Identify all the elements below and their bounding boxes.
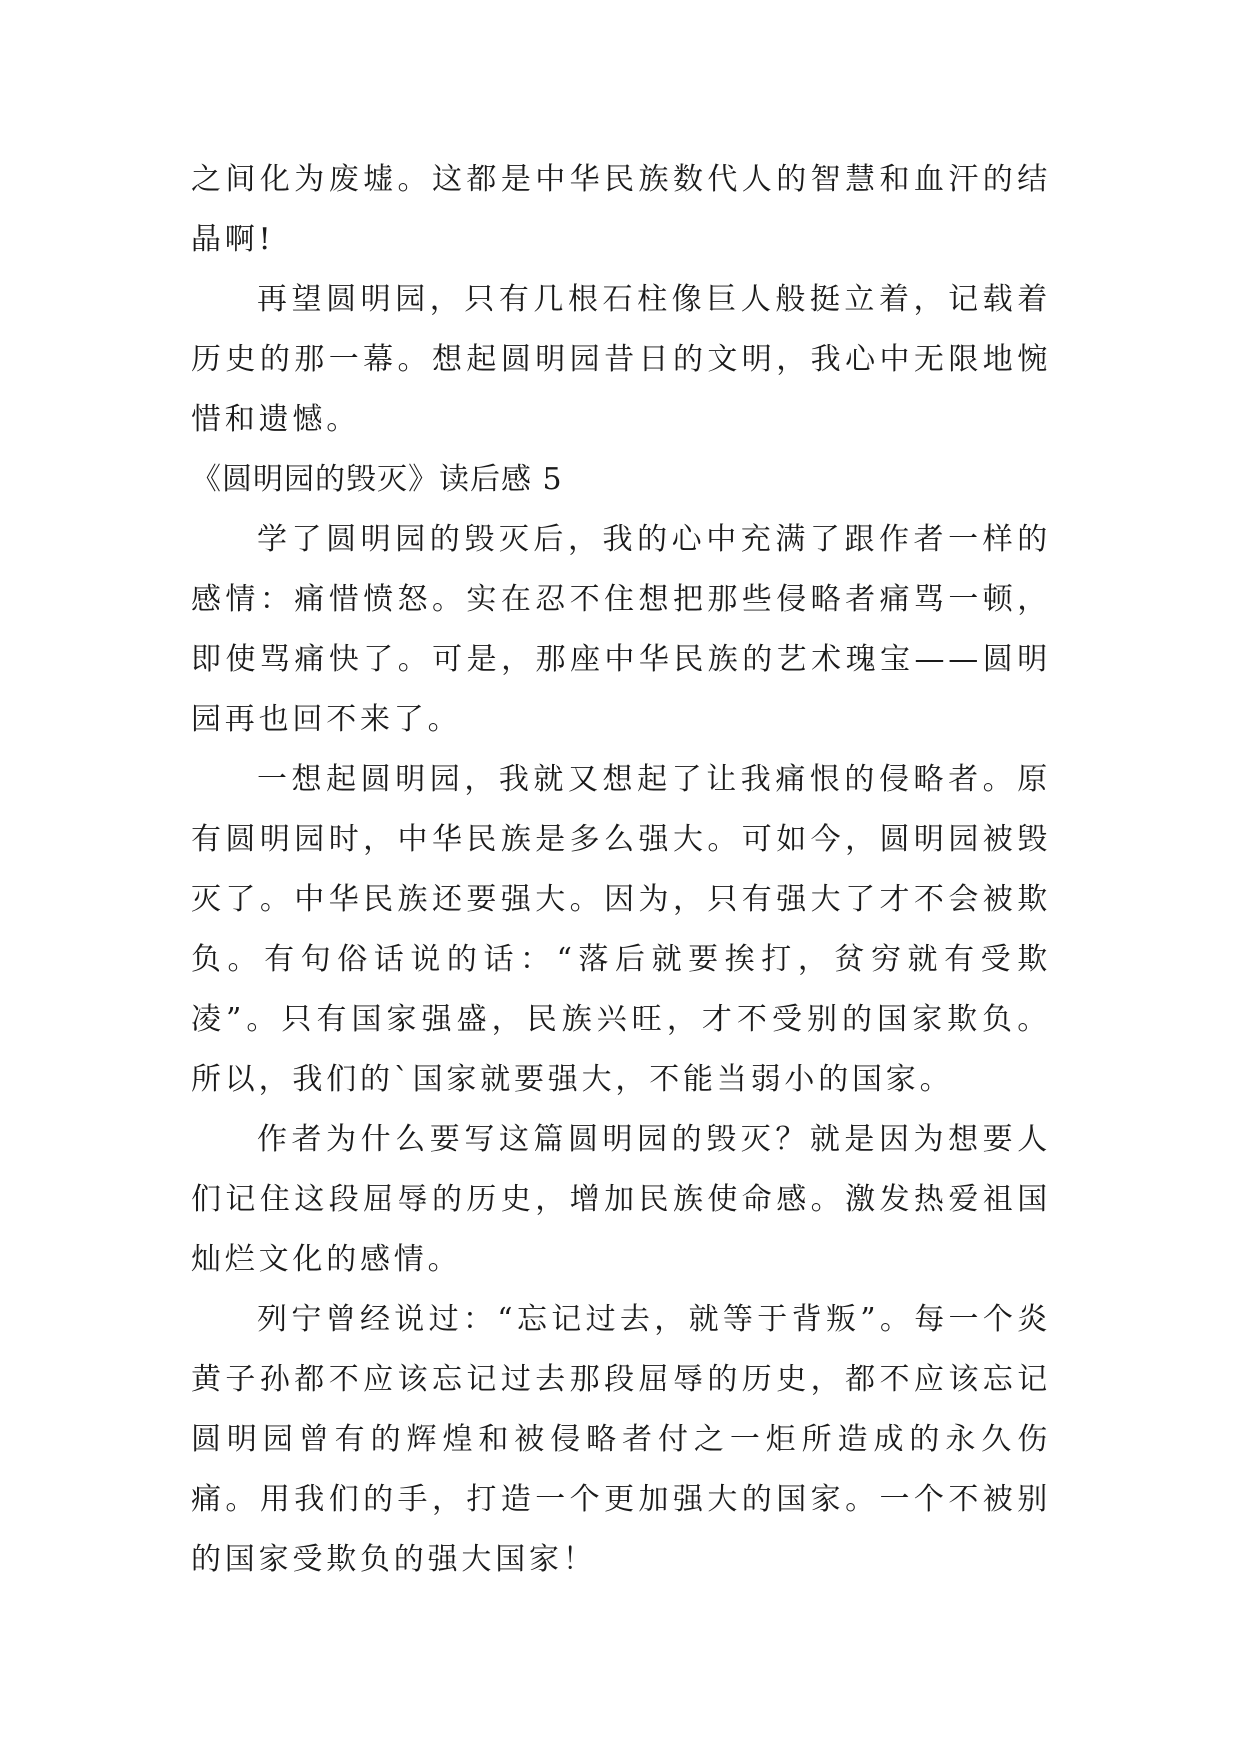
section-title: 《圆明园的毁灭》读后感 5 [191,462,563,497]
paragraph: 列宁曾经说过：“忘记过去，就等于背叛”。每一个炎黄子孙都不应该忘记过去那段屈辱的历史，都不应该忘记圆明园曾有的辉煌和被侵略者付之一炬所造成的永久伤痛。用我们的手，打造一个更加强大的国家。一个不被别的国家受欺负的强大国家！ [191,1302,1051,1577]
document-body [191,150,1051,1590]
paragraph: 作者为什么要写这篇圆明园的毁灭？就是因为想要人们记住这段屈辱的历史，增加民族使命感。激发热爱祖国灿烂文化的感情。 [191,1122,1051,1277]
paragraph-continued: 之间化为废墟。这都是中华民族数代人的智慧和血汗的结晶啊! [191,162,1051,257]
paragraph: 一想起圆明园，我就又想起了让我痛恨的侵略者。原有圆明园时，中华民族是多么强大。可如今，圆明园被毁灭了。中华民族还要强大。因为，只有强大了才不会被欺负。有句俗话说的话：“落后就要挨打，贫穷就有受欺凌”。只有国家强盛，民族兴旺，才不受别的国家欺负。所以，我们的`国家就要强大，不能当弱小的国家。 [191,762,1051,1097]
paragraph: 再望圆明园，只有几根石柱像巨人般挺立着，记载着历史的那一幕。想起圆明园昔日的文明，我心中无限地惋惜和遗憾。 [191,282,1051,437]
paragraph: 学了圆明园的毁灭后，我的心中充满了跟作者一样的感情：痛惜愤怒。实在忍不住想把那些侵略者痛骂一顿，即使骂痛快了。可是，那座中华民族的艺术瑰宝——圆明园再也回不来了。 [191,522,1051,737]
